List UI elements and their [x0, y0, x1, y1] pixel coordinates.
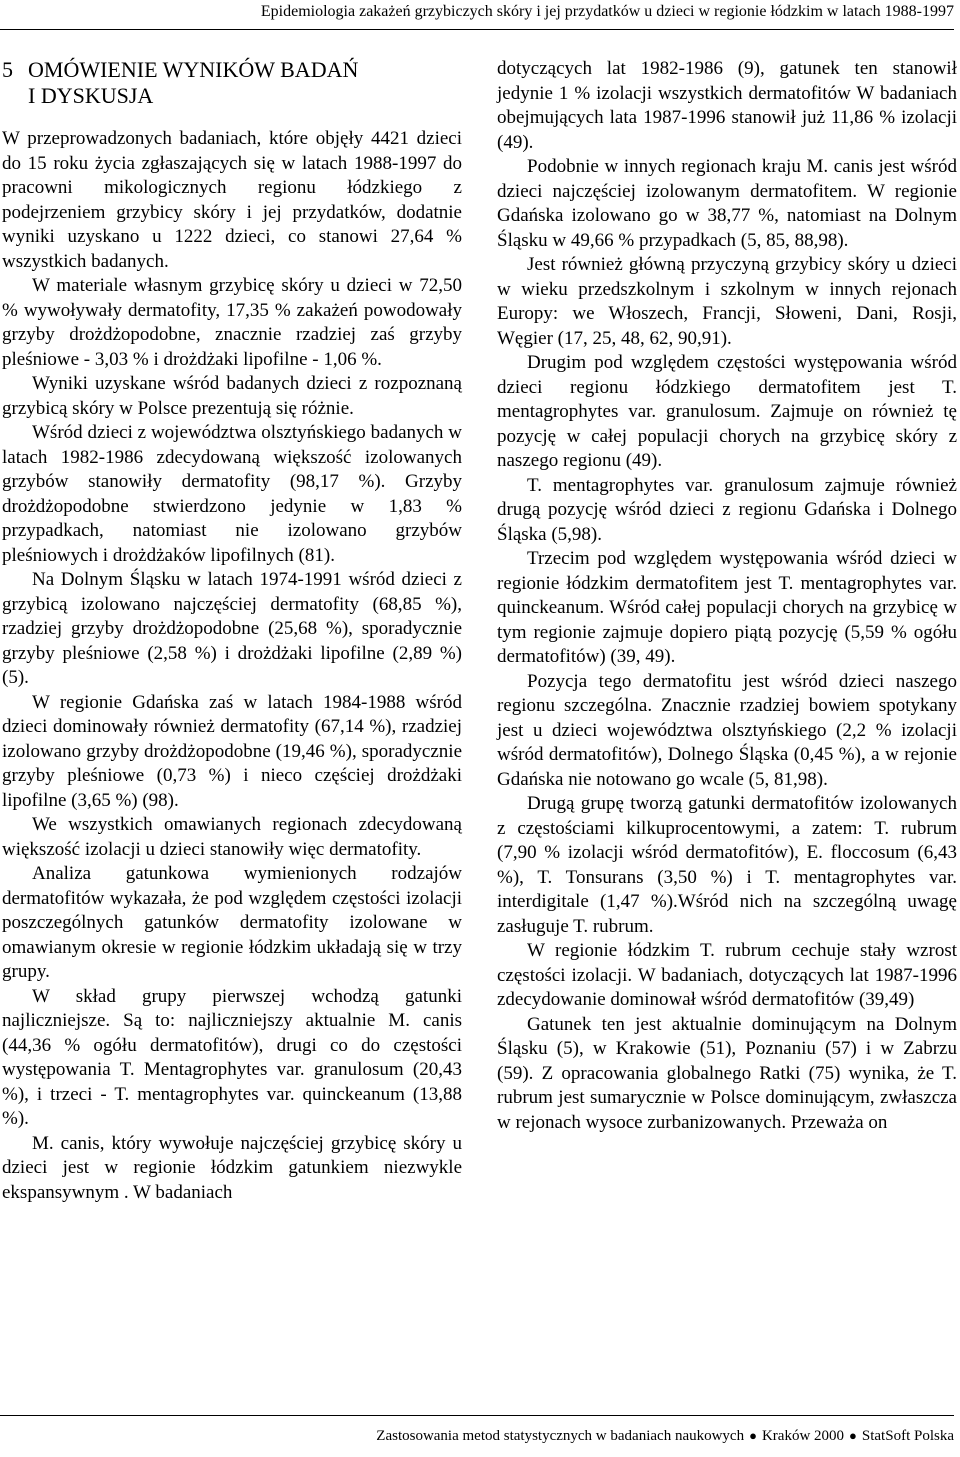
paragraph: Jest również główną przyczyną grzybicy skóry u dzieci w wieku przedszkolnym i szkolnym w innych rejonach Europy: we Włoszech, Francji, Słoweni, Dani, Rosji, Węgier (17, 25, 48, 62, 90,91).	[497, 254, 957, 349]
paragraph: Podobnie w innych regionach kraju M. canis jest wśród dzieci najczęściej izolowanym dermatofitem. W regionie Gdańska izolowano go w 38,77 %, natomiast na Dolnym Śląsku w 49,66 % przypadkach (5, 85, 88,98).	[497, 156, 957, 251]
paragraph: Wyniki uzyskane wśród badanych dzieci z rozpoznaną grzybicą skóry w Polsce prezentują się różnie.	[2, 373, 462, 419]
section-number: 5	[2, 57, 13, 82]
paragraph: Wśród dzieci z województwa olsztyńskiego badanych w latach 1982-1986 zdecydowaną większość izolowanych grzybów stanowiły dermatofity (98,17 %). Grzyby drożdżopodobne stwierdzono jedynie w 1,83 % przypadkach, natomiast nie izolowano grzybów pleśniowych i drożdżaków lipofilnych (81).	[2, 422, 462, 566]
footer-publication: Zastosowania metod statystycznych w badaniach naukowych	[376, 1428, 745, 1444]
paragraph: W przeprowadzonych badaniach, które objęły 4421 dzieci do 15 roku życia zgłaszających się w latach 1988-1997 do pracowni mikologicznych regionu łódzkiego z podejrzeniem grzybicy skóry i jej przydatków, dodatnie wyniki uzyskano u 1222 dzieci, co stanowi 27,64 % wszystkich badanych.	[2, 128, 462, 272]
paragraph: Drugim pod względem częstości występowania wśród dzieci regionu łódzkiego dermatofitem jest T. mentagrophytes var. granulosum. Zajmuje on również tę pozycję w całej populacji chorych na grzybicę skóry z naszego regionu (49).	[497, 352, 957, 471]
running-title: Epidemiologia zakażeń grzybiczych skóry i jej przydatków u dzieci w regionie łódzkim w latach 1988-1997	[260, 3, 954, 20]
paragraph: We wszystkich omawianych regionach zdecydowaną większość izolacji u dzieci stanowiły więc dermatofity.	[2, 814, 462, 860]
paragraph: W regionie Gdańska zaś w latach 1984-1988 wśród dzieci dominowały również dermatofity (67,14 %), rzadziej izolowano grzyby drożdżopodobne (19,46 %), sporadycznie grzyby pleśniowe (0,73 %) i nieco częściej drożdżaki lipofilne (3,65 %) (98).	[2, 691, 462, 811]
bullet-icon: ●	[749, 1428, 757, 1443]
footer-place-year: Kraków 2000	[761, 1428, 845, 1444]
left-column	[2, 57, 462, 1205]
section-heading	[2, 57, 462, 109]
paragraph: M. canis, który wywołuje najczęściej grzybicę skóry u dzieci jest w regionie łódzkim gatunkiem niezwykle ekspansywnym . W badaniach	[2, 1132, 462, 1203]
footer-publisher: StatSoft Polska	[861, 1428, 954, 1444]
paragraph: W skład grupy pierwszej wchodzą gatunki najliczniejsze. Są to: najliczniejszy aktualnie M. canis (44,36 % ogółu dermatofitów), drugi co do częstości występowania T. Mentagrophytes var. granulosum (20,43 %), i trzeci - T. mentagrophytes var. quinckeanum (13,88 %).	[2, 985, 462, 1129]
paragraph: dotyczących lat 1982-1986 (9), gatunek ten stanowił jedynie 1 % izolacji wszystkich dermatofitów W badaniach obejmujących lata 1987-1996 stanowił już 11,86 % izolacji (49).	[497, 58, 957, 153]
paragraph: Na Dolnym Śląsku w latach 1974-1991 wśród dzieci z grzybicą izolowano najczęściej dermatofity (68,85 %), rzadziej grzyby drożdżopodobne (25,68 %), sporadycznie grzyby pleśniowe (2,58 %) i drożdżaki lipofilne (2,89 %) (5).	[2, 569, 462, 688]
paragraph: W materiale własnym grzybicę skóry u dzieci w 72,50 % wywoływały dermatofity, 17,35 % zakażeń powodowały grzyby drożdżopodobne, znacznie rzadziej zaś grzyby pleśniowe - 3,03 % i drożdżaki lipofilne - 1,06 %.	[2, 275, 462, 370]
paragraph: W regionie łódzkim T. rubrum cechuje stały wzrost częstości izolacji. W badaniach, dotyczących lat 1987-1996 zdecydowanie dominował wśród dermatofitów (39,49)	[497, 940, 957, 1010]
section-title-line1: OMÓWIENIE WYNIKÓW BADAŃ	[28, 57, 359, 82]
paragraph: Drugą grupę tworzą gatunki dermatofitów izolowanych z częstościami kilkuprocentowymi, a zatem: T. rubrum (7,90 % izolacji wśród dermatofitów), E. floccosum (6,43 %), T. Tonsurans (3,50 %) i T. mentagrophytes var. interdigitale (1,47 %).Wśród nich na szczególną uwagę zasługuje T. rubrum.	[497, 793, 957, 937]
right-column	[497, 57, 957, 1135]
running-header	[0, 2, 954, 30]
paragraph: Gatunek ten jest aktualnie dominującym na Dolnym Śląsku (5), w Krakowie (51), Poznaniu (57) i w Zabrzu (59). Z opracowania globalnego Ratki (75) wynika, że T. rubrum jest sumarycznie w Polsce dominującym, zwłaszcza w rejonach wysoce zurbanizowanych. Przeważa on	[497, 1013, 957, 1133]
paragraph: Analiza gatunkowa wymienionych rodzajów dermatofitów wykazała, że pod względem częstości izolacji poszczególnych gatunków dermatofity izolowane w omawianym okresie w regionie łódzkim układają się w trzy grupy.	[2, 863, 462, 982]
section-title-line2: I DYSKUSJA	[28, 83, 154, 108]
bullet-icon: ●	[849, 1428, 857, 1443]
running-footer	[0, 1415, 954, 1446]
paragraph: Trzecim pod względem występowania wśród dzieci w regionie łódzkim dermatofitem jest T. mentagrophytes var. quinckeanum. Wśród całej populacji chorych na grzybicę w tym regionie zajmuje dopiero piątą pozycję (5,59 % ogółu dermatofitów) (39, 49).	[497, 548, 957, 667]
paragraph: T. mentagrophytes var. granulosum zajmuje również drugą pozycję wśród dzieci z regionu Gdańska i Dolnego Śląska (5,98).	[497, 474, 957, 545]
paragraph: Pozycja tego dermatofitu jest wśród dzieci naszego regionu szczególna. Znacznie rzadziej bowiem spotykany jest u dzieci województwa olsztyńskiego (2,2 % izolacji wśród dermatofitów), Dolnego Śląska (0,45 %), a w rejonie Gdańska nie notowano go wcale (5, 81,98).	[497, 670, 957, 790]
